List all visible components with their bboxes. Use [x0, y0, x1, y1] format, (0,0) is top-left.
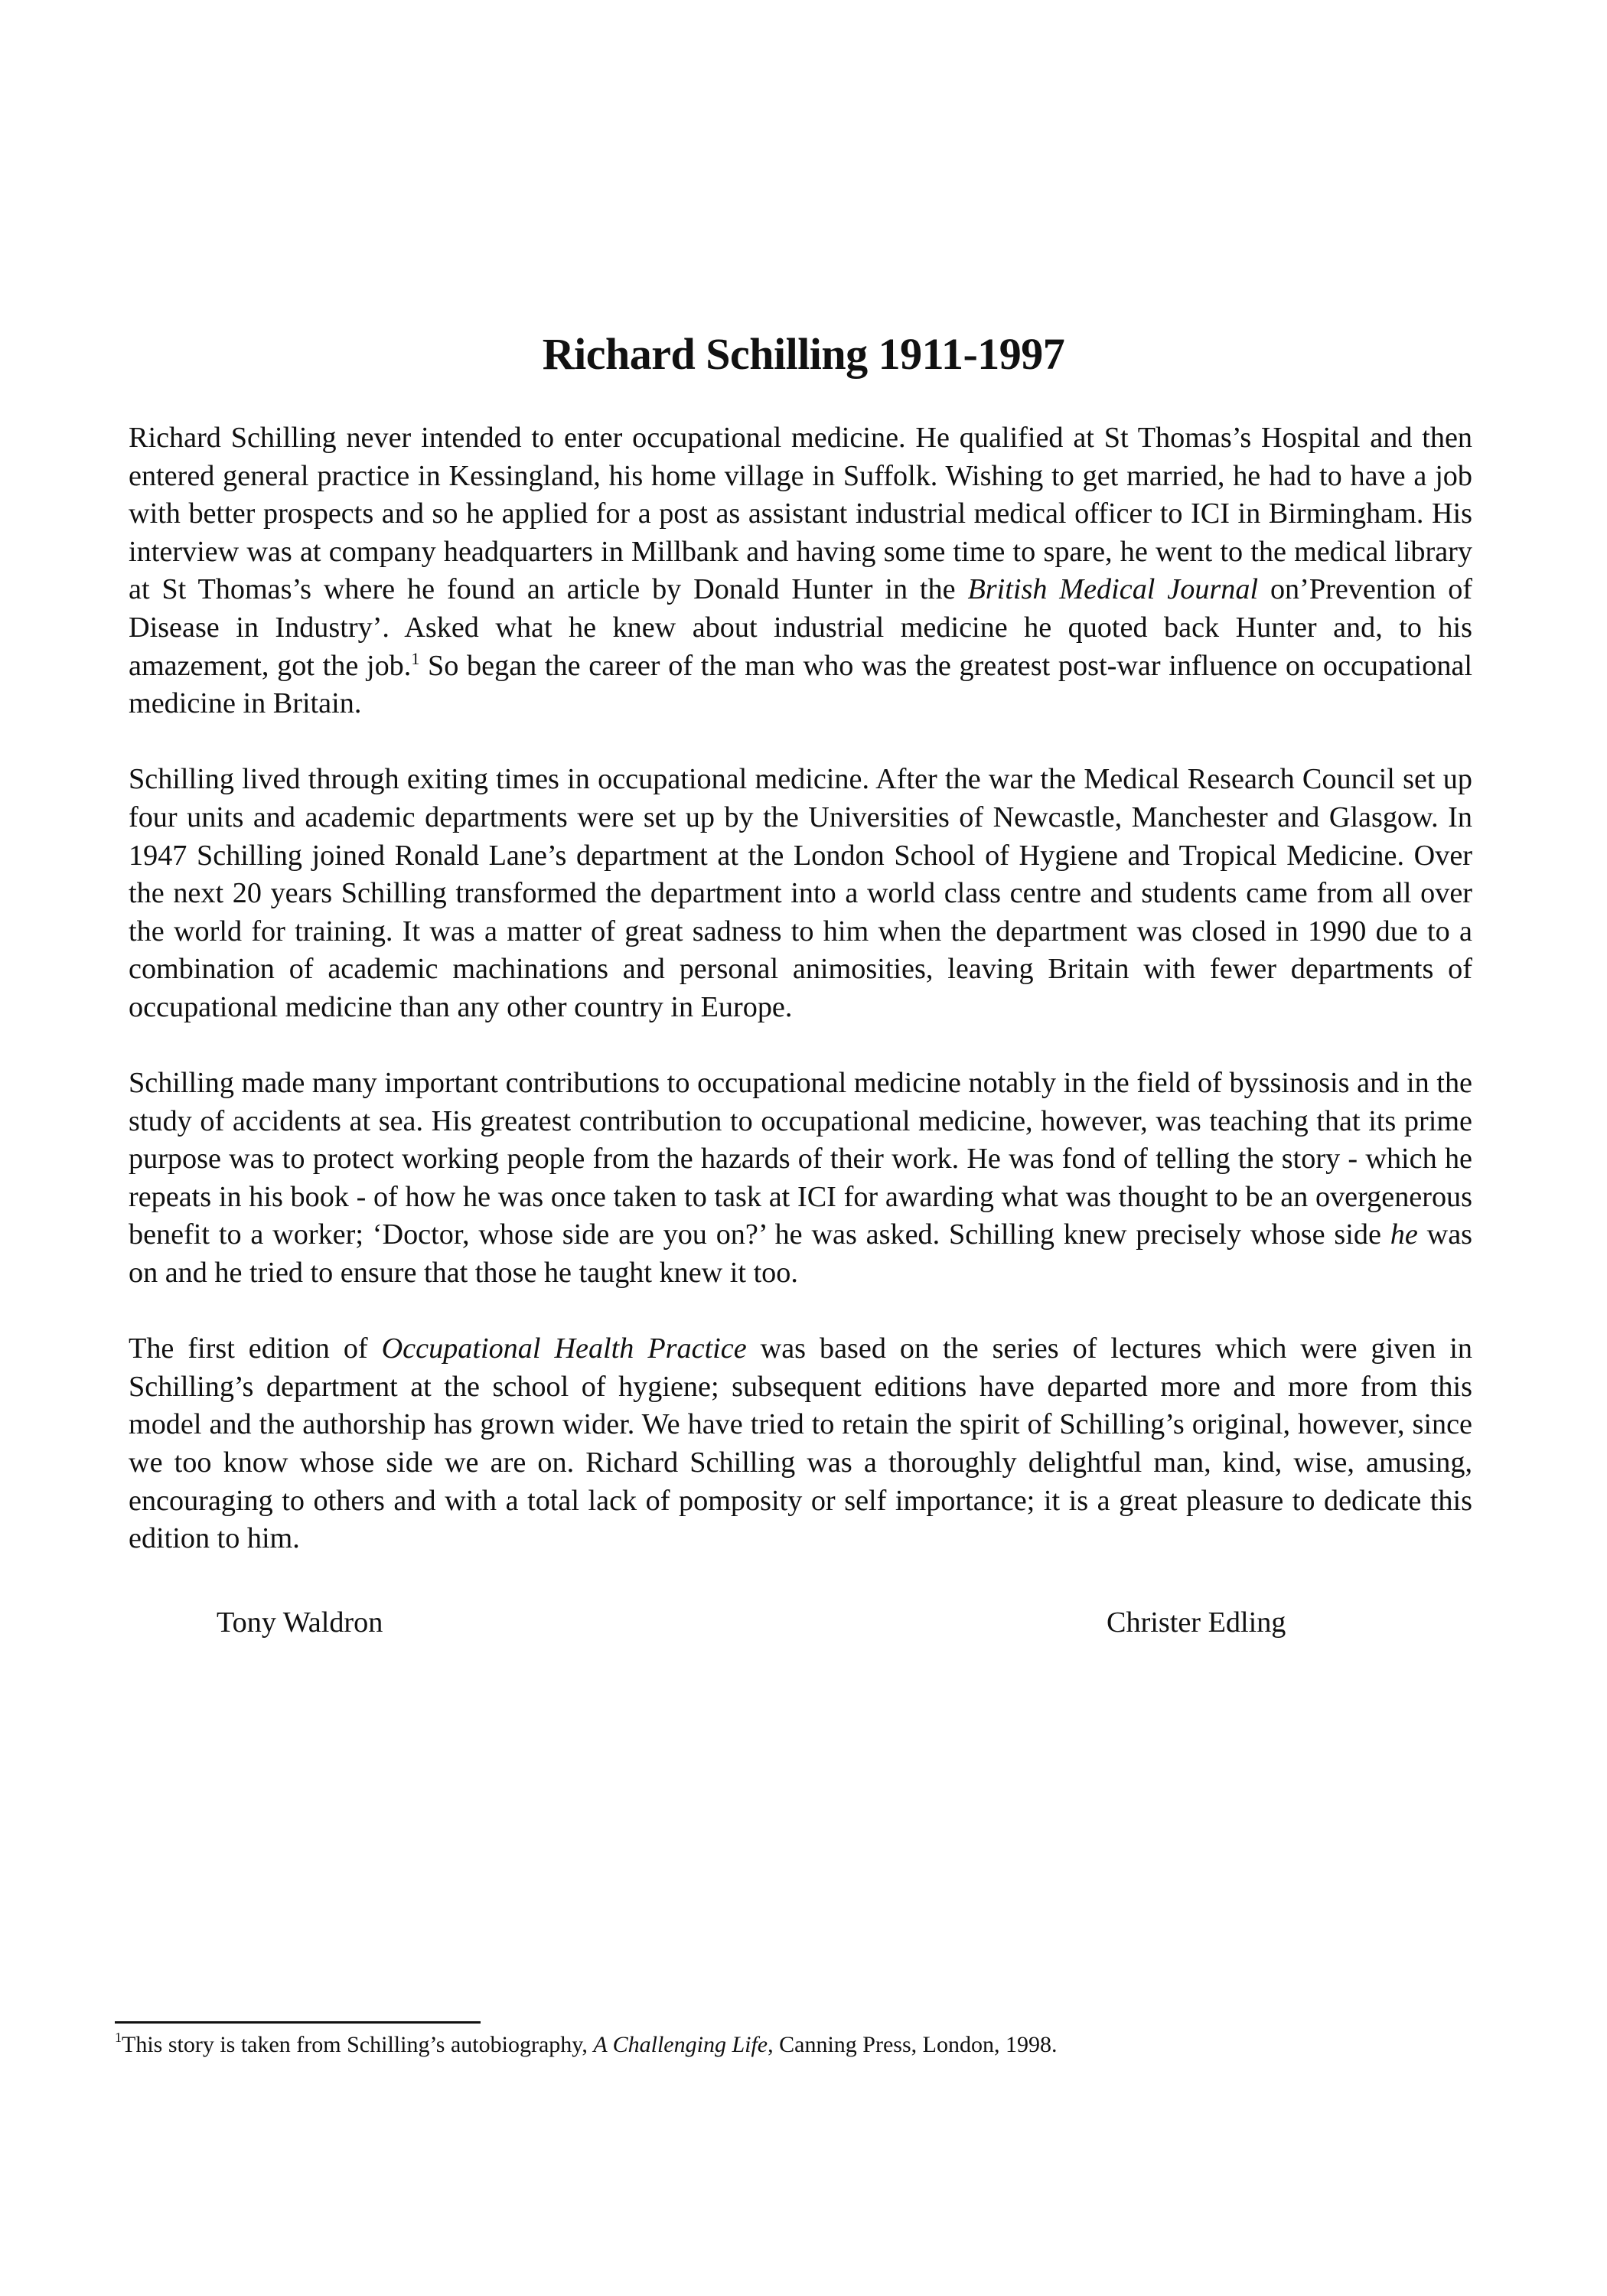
paragraph-1: [129, 419, 1472, 723]
paragraph-4-text-b: was based on the series of lectures which were given in Schilling’s department at the school of hygiene; subsequent editions have departed more and more from this model and the authorship has grown wider. We have tried to retain the spirit of Schilling’s original, however, since we too know whose side we are on. Richard Schilling was a thoroughly delightful man, kind, wise, amusing, encouraging to others and with a total lack of pomposity or self importance; it is a great pleasure to dedicate this edition to him.: [129, 1332, 1472, 1555]
footnote-reference: 1: [411, 648, 420, 668]
body-text: [129, 419, 1472, 1596]
paragraph-3-text-a: Schilling made many important contributions to occupational medicine notably in the field of byssinosis and in the study of accidents at sea. His greatest contribution to occupational medicine, however, was teaching that its prime purpose was to protect working people from the hazards of their work. He was fond of telling the story - which he repeats in his book - of how he was once taken to task at ICI for awarding what was thought to be an overgenerous benefit to a worker; ‘Doctor, whose side are you on?’ he was asked. Schilling knew precisely whose side: [129, 1067, 1472, 1251]
footnote-text-b: , Canning Press, London, 1998.: [768, 2032, 1058, 2057]
footnote-marker: 1: [115, 2030, 122, 2045]
book-title: Occupational Health Practice: [381, 1332, 747, 1365]
journal-title: British Medical Journal: [967, 573, 1259, 606]
page-title: Richard Schilling 1911-1997: [542, 329, 1065, 379]
paragraph-4: [129, 1330, 1472, 1558]
paragraph-2: Schilling lived through exiting times in occupational medicine. After the war the Medical Research Council set up four units and academic departments were set up by the Universities of Newcastle, Manchester and Glasgow. In 1947 Schilling joined Ronald Lane’s department at the London School of Hygiene and Tropical Medicine. Over the next 20 years Schilling transformed the department into a world class centre and students came from all over the world for training. It was a matter of great sadness to him when the department was closed in 1990 due to a combination of academic machinations and personal animosities, leaving Britain with fewer departments of occupational medicine than any other country in Europe.: [129, 763, 1472, 1023]
footnote-book-title: A Challenging Life: [593, 2032, 768, 2057]
signature-right: Christer Edling: [1107, 1606, 1286, 1639]
signature-left: Tony Waldron: [217, 1606, 383, 1639]
paragraph-1-text-a: Richard Schilling never intended to enter occupational medicine. He qualified at St Thomas’s Hospital and then entered general practice in Kessingland, his home village in Suffolk. Wishing to get married, he had to have a job with better prospects and so he applied for a post as assistant industrial medical officer to ICI in Birmingham. His interview was at company headquarters in Millbank and having some time to spare, he went to the medical library at St Thomas’s where he found an article by Donald Hunter in the: [129, 422, 1472, 606]
paragraph-3: [129, 1065, 1472, 1293]
paragraph-1-text-c: So began the career of the man who was the greatest post-war influence on occupational medicine in Britain.: [129, 649, 1472, 720]
footnote-divider: [115, 2021, 481, 2024]
footnote: [115, 2030, 1492, 2060]
paragraph-1-text-b: on’Prevention of Disease in Industry’. Asked what he knew about industrial medicine he quoted back Hunter and, to his amazement, got the job.: [129, 573, 1473, 682]
signatures: [0, 1603, 1607, 1649]
footnote-text-a: This story is taken from Schilling’s autobiography,: [122, 2032, 594, 2057]
emphasis-he: he: [1390, 1218, 1418, 1251]
paragraph-4-text-a: The first edition of: [129, 1332, 382, 1365]
paragraph-3-text-b: was on and he tried to ensure that those he taught knew it too.: [129, 1218, 1473, 1290]
